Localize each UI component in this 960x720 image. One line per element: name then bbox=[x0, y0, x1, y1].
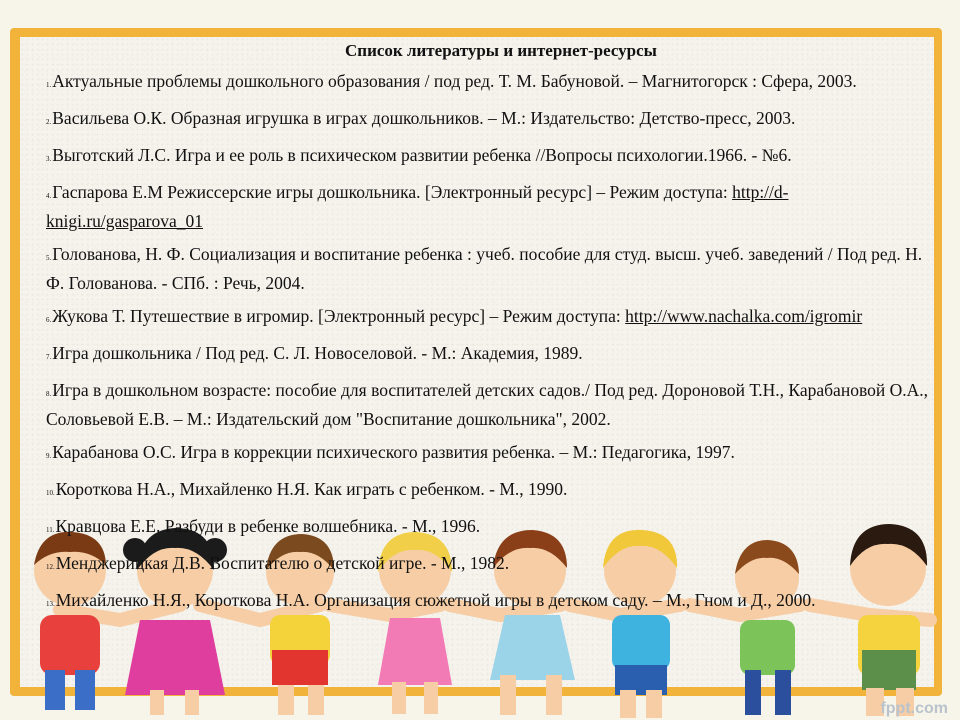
page-title: Список литературы и интернет-ресурсы bbox=[345, 41, 657, 60]
list-item: 3.Выготский Л.С. Игра и ее роль в психическом развитии ребенка //Вопросы психологии.1966. - №6. bbox=[46, 145, 792, 165]
list-item: 11.Кравцова Е.Е. Разбуди в ребенке волшебника. - М., 1996. bbox=[46, 516, 481, 536]
list-item: 7.Игра дошкольника / Под ред. С. Л. Новоселовой. - М.: Академия, 1989. bbox=[46, 343, 583, 363]
watermark: fppt.com bbox=[880, 700, 948, 717]
resource-link[interactable]: http://d-knigi.ru/gasparova_01 bbox=[46, 182, 789, 231]
list-item: 4.Гаспарова Е.М Режиссерские игры дошкольника. [Электронный ресурс] – Режим доступа: http://d-knigi.ru/gasparova_01 bbox=[46, 182, 789, 231]
list-item: 12.Менджерицкая Д.В. Воспитателю о детской игре. - М., 1982. bbox=[46, 553, 510, 573]
list-item: 13.Михайленко Н.Я., Короткова Н.А. Организация сюжетной игры в детском саду. – М., Гном и Д., 2000. bbox=[46, 590, 816, 610]
list-item: 9.Карабанова О.С. Игра в коррекции психического развития ребенка. – М.: Педагогика, 1997. bbox=[46, 442, 735, 462]
list-item: 6.Жукова Т. Путешествие в игромир. [Электронный ресурс] – Режим доступа: http://www.nachalka.com/igromir bbox=[46, 306, 863, 326]
reference-list-section bbox=[46, 38, 936, 625]
resource-link[interactable]: http://www.nachalka.com/igromir bbox=[625, 306, 863, 326]
list-item: 2.Васильева О.К. Образная игрушка в играх дошкольников. – М.: Издательство: Детство-пресс, 2003. bbox=[46, 108, 796, 128]
list-item: 10.Короткова Н.А., Михайленко Н.Я. Как играть с ребенком. - М., 1990. bbox=[46, 479, 568, 499]
list-item: 8.Игра в дошкольном возрасте: пособие для воспитателей детских садов./ Под ред. Дороновой Т.Н., Карабановой О.А., Соловьевой Е.В. – М.: Издательский дом "Воспитание дошкольника", 2002. bbox=[46, 380, 928, 429]
list-item: 5.Голованова, Н. Ф. Социализация и воспитание ребенка : учеб. пособие для студ. высш. учеб. заведений / Под ред. Н. Ф. Голованова. - СПб. : Речь, 2004. bbox=[46, 244, 923, 293]
list-item: 1.Актуальные проблемы дошкольного образования / под ред. Т. М. Бабуновой. – Магнитогорск : Сфера, 2003. bbox=[46, 71, 857, 91]
reference-list bbox=[46, 69, 936, 617]
